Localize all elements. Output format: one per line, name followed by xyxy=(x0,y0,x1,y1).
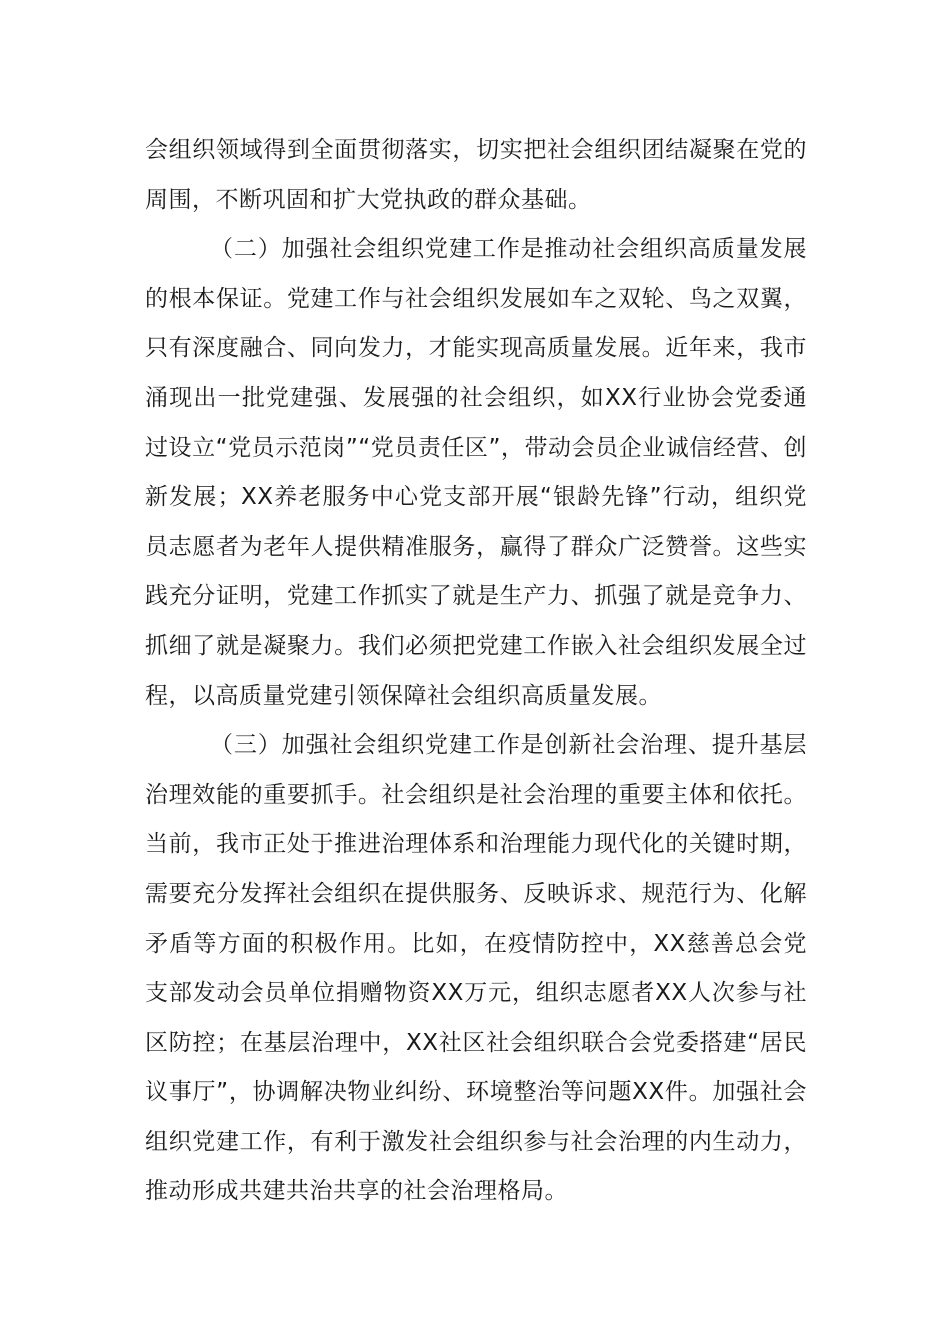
paragraph-continuation: 会组织领域得到全面贯彻落实，切实把社会组织团结凝聚在党的周围，不断巩固和扩大党执政的群众基础。 xyxy=(145,137,807,213)
document-body xyxy=(145,126,807,1217)
paragraph-section-two: （二）加强社会组织党建工作是推动社会组织高质量发展的根本保证。党建工作与社会组织发展如车之双轮、鸟之双翼，只有深度融合、同向发力，才能实现高质量发展。近年来，我市涌现出一批党建强、发展强的社会组织，如XX行业协会党委通过设立“党员示范岗”“党员责任区”，带动会员企业诚信经营、创新发展；XX养老服务中心党支部开展“银龄先锋”行动，组织党员志愿者为老年人提供精准服务，赢得了群众广泛赞誉。这些实践充分证明，党建工作抓实了就是生产力、抓强了就是竞争力、抓细了就是凝聚力。我们必须把党建工作嵌入社会组织发展全过程，以高质量党建引领保障社会组织高质量发展。 xyxy=(145,236,807,709)
paragraph-section-three: （三）加强社会组织党建工作是创新社会治理、提升基层治理效能的重要抓手。社会组织是社会治理的重要主体和依托。当前，我市正处于推进治理体系和治理能力现代化的关键时期，需要充分发挥社会组织在提供服务、反映诉求、规范行为、化解矛盾等方面的积极作用。比如，在疫情防控中，XX慈善总会党支部发动会员单位捐赠物资XX万元，组织志愿者XX人次参与社区防控；在基层治理中，XX社区社会组织联合会党委搭建“居民议事厅”，协调解决物业纠纷、环境整治等问题XX件。加强社会组织党建工作，有利于激发社会组织参与社会治理的内生动力，推动形成共建共治共享的社会治理格局。 xyxy=(145,732,807,1205)
